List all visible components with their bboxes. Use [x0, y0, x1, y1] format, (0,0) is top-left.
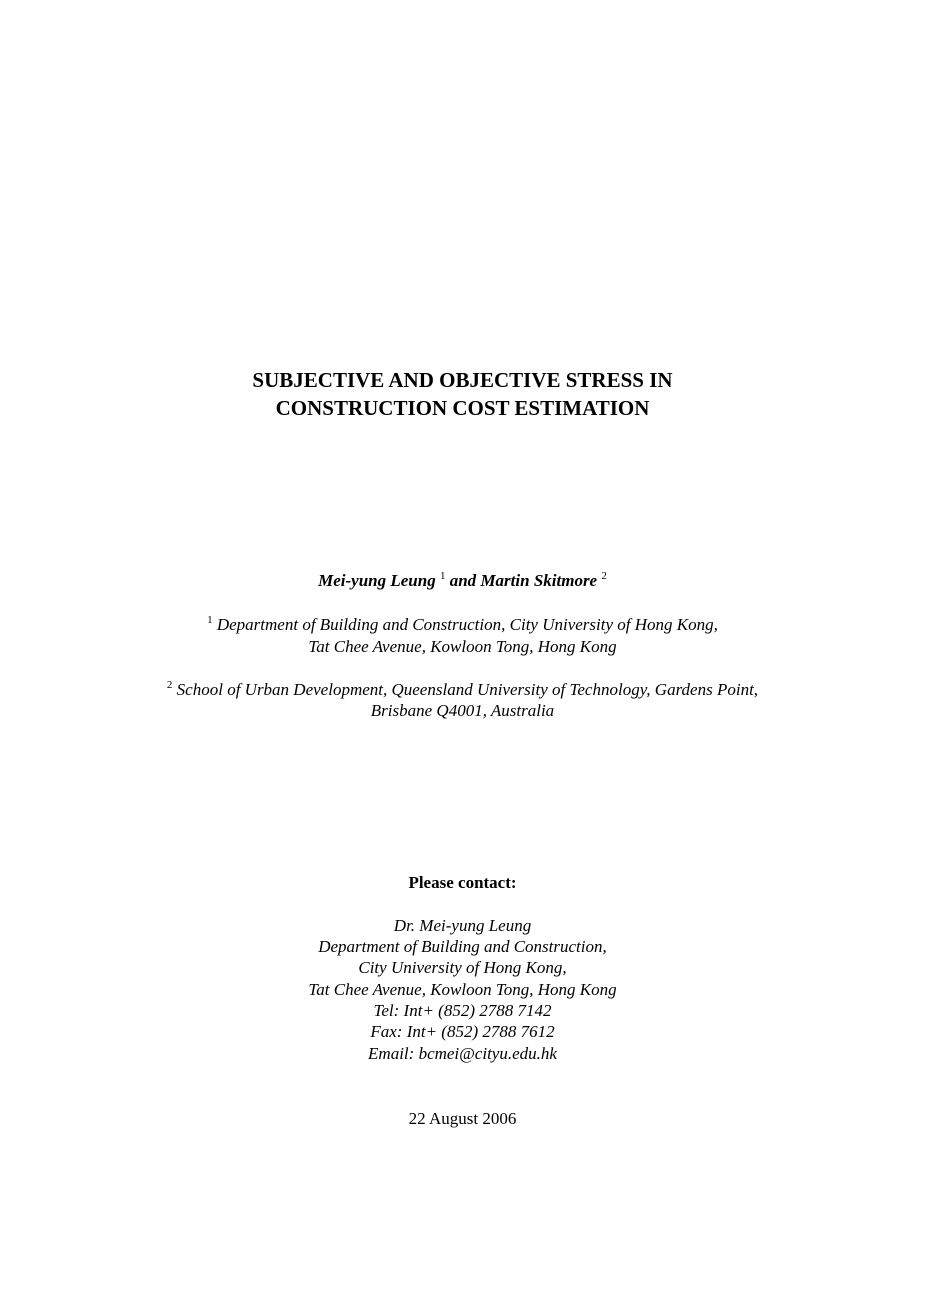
contact-tel: Tel: Int+ (852) 2788 7142 [373, 1001, 552, 1020]
author-conjunction: and [449, 571, 477, 590]
contact-heading: Please contact: [408, 873, 517, 892]
contact-address: Tat Chee Avenue, Kowloon Tong, Hong Kong [308, 980, 617, 999]
affiliation-1-line-2: Tat Chee Avenue, Kowloon Tong, Hong Kong [308, 637, 617, 656]
author-line [0, 570, 925, 591]
affiliation-2-line-2: Brisbane Q4001, Australia [370, 701, 555, 720]
affiliation-1-mark: 1 [207, 614, 213, 626]
contact-fax: Fax: Int+ (852) 2788 7612 [370, 1022, 555, 1041]
title-line-1: SUBJECTIVE AND OBJECTIVE STRESS IN [252, 368, 673, 392]
author-name-1: Mei-yung Leung [318, 571, 436, 590]
author-2-affiliation-mark: 2 [601, 570, 607, 582]
contact-university: City University of Hong Kong, [358, 958, 567, 977]
title-line-2: CONSTRUCTION COST ESTIMATION [275, 396, 650, 420]
contact-department: Department of Building and Construction, [318, 937, 607, 956]
affiliation-1-line-1 [0, 614, 925, 635]
affiliation-2-line-1 [0, 679, 925, 700]
affiliation-1-text-1: Department of Building and Construction, City University of Hong Kong, [216, 615, 718, 634]
affiliation-2-text-1: School of Urban Development, Queensland University of Technology, Gardens Point, [176, 680, 759, 699]
contact-email: Email: bcmei@cityu.edu.hk [368, 1044, 557, 1063]
author-1-affiliation-mark: 1 [439, 570, 446, 582]
contact-name: Dr. Mei-yung Leung [393, 916, 532, 935]
document-date: 22 August 2006 [408, 1109, 517, 1128]
affiliation-2-mark: 2 [166, 679, 173, 691]
author-name-2: Martin Skitmore [480, 571, 598, 590]
